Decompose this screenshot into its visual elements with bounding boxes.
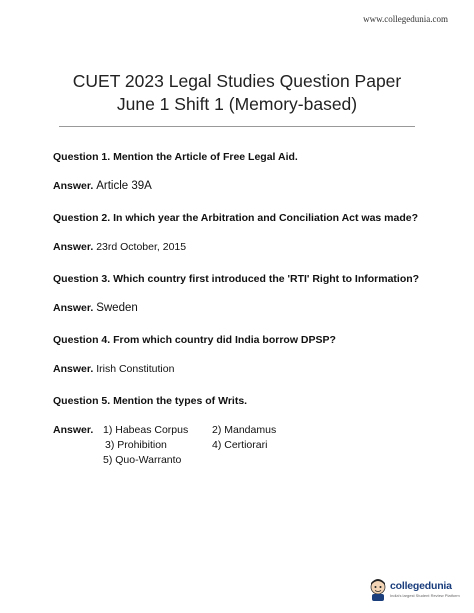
title-line-2: June 1 Shift 1 (Memory-based) bbox=[116, 94, 358, 114]
answer-5 bbox=[53, 423, 424, 471]
question-2: Question 2. In which year the Arbitration and Conciliation Act was made? bbox=[53, 212, 419, 224]
title-line-1: CUET 2023 Legal Studies Question Paper bbox=[72, 71, 402, 91]
writ-item: 5) Quo-Warranto bbox=[103, 454, 182, 466]
answer-label: Answer. bbox=[53, 302, 94, 314]
logo-tagline: India's largest Student Review Platform bbox=[390, 593, 460, 598]
title-divider bbox=[59, 126, 415, 127]
site-url: www.collegedunia.com bbox=[363, 14, 448, 24]
answer-label: Answer. bbox=[53, 363, 94, 375]
question-4: Question 4. From which country did India borrow DPSP? bbox=[53, 334, 336, 346]
question-list bbox=[53, 150, 424, 471]
answer-4 bbox=[53, 362, 424, 377]
answer-text: Irish Constitution bbox=[96, 363, 175, 375]
writ-item: 2) Mandamus bbox=[212, 424, 277, 436]
question-5: Question 5. Mention the types of Writs. bbox=[53, 395, 248, 407]
answer-label: Answer. bbox=[53, 180, 94, 192]
answer-text: Article 39A bbox=[96, 180, 152, 192]
answer-label: Answer. bbox=[53, 424, 94, 436]
answer-3 bbox=[53, 301, 424, 316]
page-title bbox=[0, 70, 474, 116]
answer-2 bbox=[53, 240, 424, 255]
answer-1 bbox=[53, 179, 424, 194]
logo-text: collegedunia bbox=[390, 580, 452, 592]
question-1: Question 1. Mention the Article of Free Legal Aid. bbox=[53, 151, 298, 163]
writ-item: 3) Prohibition bbox=[105, 439, 167, 451]
answer-label: Answer. bbox=[53, 241, 94, 253]
question-3: Question 3. Which country first introduced the 'RTI' Right to Information? bbox=[53, 273, 420, 285]
writ-item: 1) Habeas Corpus bbox=[103, 424, 189, 436]
writ-item: 4) Certiorari bbox=[212, 439, 268, 451]
answer-text: 23rd October, 2015 bbox=[96, 241, 187, 253]
collegedunia-logo bbox=[368, 577, 460, 603]
answer-text: Sweden bbox=[96, 302, 138, 314]
mascot-icon bbox=[368, 578, 388, 602]
